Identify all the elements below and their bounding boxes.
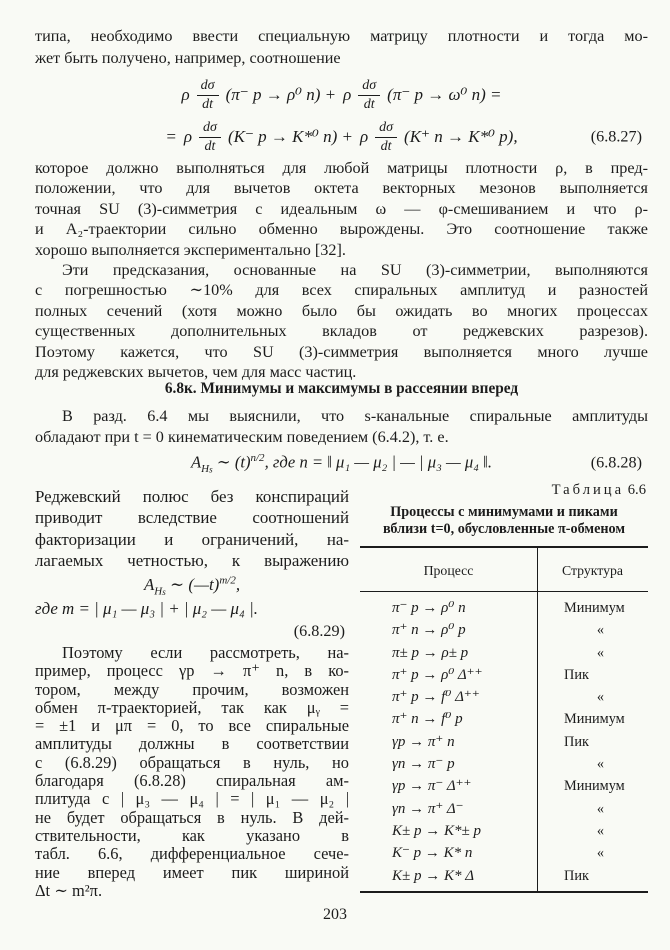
- process-cell: γp → π⁻ Δ⁺⁺: [392, 778, 472, 795]
- table-row: [360, 753, 648, 775]
- text-line: ствительности, как указано в: [35, 825, 349, 845]
- rho-symbol: ρ: [181, 85, 190, 104]
- page-number: 203: [323, 906, 347, 923]
- text-line: В разд. 6.4 мы выяснили, что s-канальные спиральные амплитуды: [62, 407, 648, 425]
- process-cell: π⁺ p → f⁰ Δ⁺⁺: [392, 689, 480, 706]
- text-line: с погрешностью ∼10% для всех спиральных амплитуд и разностей: [35, 281, 648, 300]
- paragraph-predictions: [35, 260, 648, 382]
- text-line: Δt ∼ m²π.: [35, 880, 103, 900]
- rho-symbol: ρ: [183, 127, 193, 146]
- text-line: и A₂-траектории сильно обменно вырождены. Это соотношение также: [35, 220, 648, 239]
- structure-cell: «: [596, 689, 605, 706]
- text-line: лагаемых четностью, к выражению: [35, 551, 349, 571]
- equation-number: (6.8.29): [293, 622, 345, 640]
- structure-cell: «: [596, 644, 605, 661]
- process-term: (K⁺ n → K*⁰ p),: [404, 127, 518, 146]
- equation-line-1: [35, 74, 648, 116]
- caption-line: вблизи t=0, обусловленные π-обменом: [382, 520, 626, 537]
- table-row: [360, 708, 648, 730]
- text-line: Реджевский полюс без конспираций: [35, 487, 349, 506]
- formula-6-8-29: [35, 574, 349, 641]
- text-line: = ±1 и μπ = 0, то все спиральные: [35, 716, 349, 736]
- column-header-process: Процесс: [423, 563, 474, 578]
- text-line: Поэтому если рассмотреть, на-: [62, 643, 349, 662]
- text-line: с (6.8.29) обращаться в нуль, но: [35, 752, 349, 772]
- structure-cell: Минимум: [564, 600, 625, 616]
- caption-line: Процессы с минимумами и пиками: [390, 504, 618, 520]
- structure-cell: «: [596, 800, 605, 817]
- structure-cell: Минимум: [564, 778, 625, 795]
- text-line: обмен π-траекторией, так как μᵧ =: [35, 697, 349, 717]
- structure-cell: Пик: [564, 666, 589, 683]
- rho-symbol: ρ: [343, 85, 352, 104]
- formula-line: $A_{Hs}$ ∼ (—t)$^{m/2}$,: [143, 574, 241, 598]
- structure-cell: «: [596, 822, 605, 839]
- formula-line: [35, 450, 648, 476]
- table-label: Таблица 6.6: [551, 482, 646, 498]
- text-line: типа, необходимо ввести специальную матрицу плотности и тогда мо-: [35, 27, 648, 45]
- table-row: [360, 820, 648, 842]
- left-column-paragraph: [35, 486, 349, 572]
- formula-where-clause: где m = | μ₁ — μ₃ | + | μ₂ — μ₄ |.: [35, 599, 258, 618]
- text-line: которое должно выполняться для любой матрицы плотности ρ, в пред-: [35, 159, 648, 177]
- amplitude-symbol: $A_{Hs}$ ∼ $(t)^{n/2}$, где n = ‖ μ₁ — μ₂ | — | μ₃ — μ₄ ‖.: [191, 451, 492, 475]
- table-row: [360, 865, 648, 887]
- structure-cell: Пик: [564, 867, 589, 884]
- text-line: пример, процесс γp → π⁺ n, в ко-: [35, 661, 349, 681]
- structure-cell: «: [596, 622, 605, 639]
- process-term: (π⁻ p → ω⁰ n) =: [387, 85, 502, 104]
- table-caption: [360, 504, 648, 537]
- structure-cell: Пик: [564, 733, 589, 750]
- column-header-structure: Структура: [561, 563, 624, 578]
- text-line: благодаря (6.8.28) спиральная ам-: [35, 771, 349, 791]
- text-line: жет быть получено, например, соотношение: [35, 48, 341, 67]
- equation-6-8-27: [35, 74, 648, 158]
- process-cell: π⁺ n → ρ⁰ p: [392, 622, 466, 639]
- text-line: амплитуды должны в соответствии: [35, 734, 349, 754]
- table-row: [360, 842, 648, 864]
- column-divider: [537, 548, 538, 891]
- text-line: положении, что для вычетов октета векторных мезонов выполняется: [35, 179, 648, 198]
- text-line: хорошо выполняется экспериментально [32].: [35, 240, 346, 259]
- process-term: (π⁻ p → ρ⁰ n) +: [225, 85, 337, 104]
- process-cell: γn → π⁻ p: [392, 756, 455, 773]
- text-line: приводит вследствие соотношений: [35, 508, 349, 528]
- process-cell: π⁺ p → ρ⁰ Δ⁺⁺: [392, 666, 483, 683]
- equation-number: (6.8.28): [590, 453, 642, 472]
- table-body: [360, 592, 648, 891]
- text-line: для реджевских вычетов, чем для масс частиц.: [35, 363, 357, 382]
- structure-cell: «: [596, 845, 605, 862]
- table-row: [360, 597, 648, 619]
- process-term: (K⁻ p → K*⁰ n) +: [227, 127, 353, 146]
- dsigma-dt-fraction: $\frac{d\sigma}{dt}$: [375, 120, 397, 154]
- equation-line-2: [35, 116, 648, 158]
- structure-cell: «: [596, 756, 605, 773]
- table-row: [360, 731, 648, 753]
- process-cell: π⁻ p → ρ⁰ n: [392, 600, 466, 616]
- text-line: обладают при t = 0 кинематическим поведением (6.4.2), т. е.: [35, 427, 449, 446]
- process-cell: γp → π⁺ n: [392, 733, 455, 750]
- process-cell: K⁻ p → K* n: [392, 845, 473, 862]
- text-line: полных сечений (хотя можно было бы ожидать во многих процессах: [35, 301, 648, 320]
- paragraph-intro: [35, 26, 648, 69]
- text-line: факторизации и ограничений, на-: [35, 529, 349, 549]
- structure-cell: Минимум: [564, 711, 625, 728]
- process-cell: K± p → K* Δ: [392, 867, 475, 884]
- text-line: ние вперед имеет пик шириной: [35, 862, 349, 882]
- rho-symbol: ρ: [359, 127, 369, 146]
- equation-number: (6.8.27): [590, 127, 642, 146]
- table-row: [360, 775, 648, 797]
- table-6-6: [360, 546, 648, 893]
- dsigma-dt-fraction: $\frac{d\sigma}{dt}$: [199, 120, 221, 154]
- text-line: табл. 6.6, дифференциальное сече-: [35, 844, 349, 864]
- table-header-row: [360, 548, 648, 592]
- text-line: существенных дополнительных вкладов от реджевских разрезов).: [35, 322, 648, 341]
- dsigma-dt-fraction: $\frac{d\sigma}{dt}$: [358, 78, 380, 112]
- text-line: Эти предсказания, основанные на SU (3)-симметрии, выполняются: [62, 261, 648, 279]
- table-row: [360, 664, 648, 686]
- dsigma-dt-fraction: $\frac{d\sigma}{dt}$: [197, 78, 219, 112]
- section-heading: 6.8к. Минимумы и максимумы в рассеянии вперед: [164, 380, 519, 397]
- text-line: не будет обращаться в нуль. В дей-: [35, 807, 349, 827]
- table-row: [360, 798, 648, 820]
- table-row: [360, 619, 648, 641]
- process-cell: γn → π⁺ Δ⁻: [392, 800, 464, 817]
- text-line: плитуда с | μ₃ — μ₄ | = | μ₁ — μ₂ |: [35, 789, 349, 809]
- text-line: точная SU (3)-симметрия с идеальным ω — φ-смешиванием и что ρ-: [35, 199, 648, 218]
- text-line: Поэтому кажется, что SU (3)-симметрия выполняется много лучше: [35, 342, 648, 361]
- process-cell: π± p → ρ± p: [392, 644, 469, 661]
- equals-sign: =: [165, 127, 177, 146]
- paragraph-section-intro: [35, 406, 648, 448]
- process-cell: K± p → K*± p: [392, 822, 481, 839]
- left-column-paragraph-2: [35, 644, 349, 900]
- paragraph-density-matrix: [35, 158, 648, 260]
- text-line: тором, между прочим, возможен: [35, 679, 349, 699]
- formula-6-8-28: [35, 450, 648, 476]
- table-row: [360, 642, 648, 664]
- process-cell: π⁺ n → f⁰ p: [392, 711, 463, 728]
- table-row: [360, 686, 648, 708]
